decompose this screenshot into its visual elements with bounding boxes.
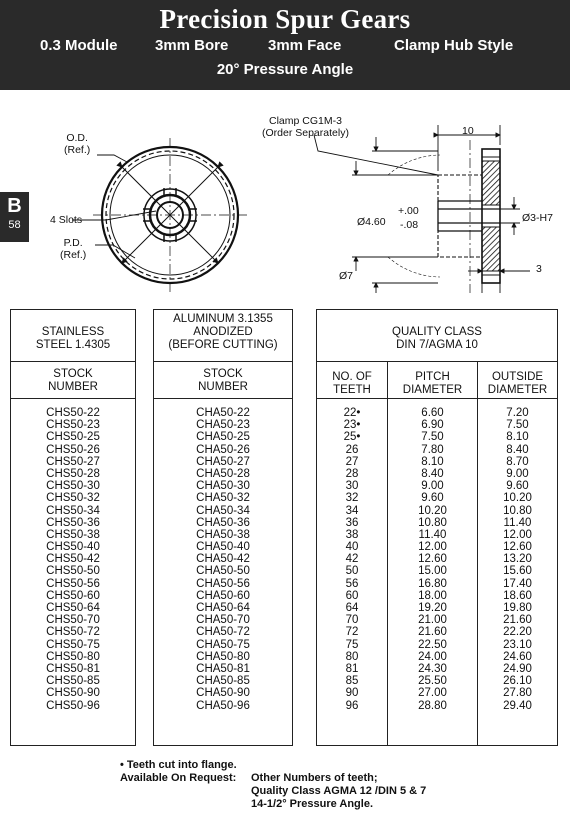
- pitch-diameter-cell: 15.00: [418, 565, 447, 578]
- stainless-stock-cell: CHS50-36: [46, 516, 100, 529]
- stainless-stock-cell: CHS50-56: [46, 577, 100, 590]
- aluminum-stock-cell: CHA50-22: [196, 407, 250, 419]
- spec-style: Clamp Hub Style: [394, 37, 514, 54]
- stainless-stock-cell: CHS50-28: [46, 467, 100, 480]
- quality-class-header: QUALITY CLASS DIN 7/AGMA 10: [392, 326, 482, 351]
- pitch-diameter-cell: 12.60: [418, 553, 447, 566]
- outside-diameter-cell: 24.90: [503, 662, 532, 675]
- aluminum-stock-cell: CHA50-27: [196, 455, 250, 468]
- divider: [11, 361, 135, 362]
- stainless-stock-cell: CHS50-23: [46, 419, 100, 432]
- pitch-diameter-cell: 12.00: [418, 541, 447, 554]
- outside-diameter-cell: 9.00: [506, 467, 529, 480]
- dim-hub-diameter: Ø4.60: [357, 216, 386, 228]
- stainless-stock-cell: CHS50-42: [46, 553, 100, 566]
- stainless-stock-cell: CHS50-34: [46, 504, 100, 517]
- available-line-3: 14-1/2° Pressure Angle.: [251, 798, 373, 810]
- outside-diameter-cell: 15.60: [503, 565, 532, 578]
- outside-diameter-cell: 8.70: [506, 455, 529, 468]
- aluminum-stock-cell: CHA50-23: [196, 419, 250, 432]
- teeth-cell: 75: [345, 638, 359, 651]
- stainless-stock-cell: CHS50-40: [46, 541, 100, 554]
- outside-diameter-cell: 7.20: [506, 407, 529, 419]
- aluminum-stock-cell: CHA50-75: [196, 638, 250, 651]
- teeth-cell: 40: [345, 541, 359, 554]
- stainless-stock-cell: CHS50-81: [46, 662, 100, 675]
- teeth-cell: 64: [345, 602, 359, 614]
- teeth-cell: 42: [345, 553, 359, 566]
- pitch-diameter-cell: 6.90: [421, 419, 444, 432]
- teeth-cell: 25•: [343, 431, 361, 444]
- stainless-stock-cell: CHS50-85: [46, 675, 100, 688]
- tolerance-plus: +.00: [398, 205, 419, 217]
- aluminum-stock-cell: CHA50-50: [196, 565, 250, 578]
- pitch-diameter-cell: 18.00: [418, 589, 447, 602]
- teeth-cell: 70: [345, 614, 359, 627]
- aluminum-stock-cell: CHA50-72: [196, 626, 250, 639]
- divider: [154, 361, 292, 362]
- slots-label: 4 Slots: [50, 214, 83, 226]
- stainless-stock-cell: CHS50-80: [46, 650, 100, 663]
- aluminum-col-header: STOCK NUMBER: [198, 368, 248, 393]
- aluminum-header: ALUMINUM 3.1355 ANODIZED (BEFORE CUTTING): [168, 313, 278, 351]
- teeth-cell: 36: [345, 516, 359, 529]
- aluminum-stock-cell: CHA50-28: [196, 467, 250, 480]
- stainless-stock-cell: CHS50-26: [46, 443, 100, 456]
- header-banner: [0, 0, 570, 90]
- stainless-stock-cell: CHS50-96: [46, 699, 100, 712]
- outside-diameter-cell: 8.40: [506, 443, 529, 456]
- aluminum-stock-cell: CHA50-32: [196, 492, 250, 505]
- pitch-diameter-cell: 7.80: [421, 443, 444, 456]
- outside-diameter-cell: 29.40: [503, 699, 532, 712]
- od-label: O.D. (Ref.): [64, 132, 91, 156]
- dimensions-table: [316, 309, 558, 746]
- spec-module: 0.3 Module: [40, 37, 118, 54]
- aluminum-stock-cell: CHA50-96: [196, 699, 250, 712]
- outside-diameter-cell: 24.60: [503, 650, 532, 663]
- pitch-diameter-cell: 24.00: [418, 650, 447, 663]
- available-line-2: Quality Class AGMA 12 /DIN 5 & 7: [251, 785, 427, 797]
- pitch-diameter-column: [388, 407, 477, 712]
- aluminum-stock-cell: CHA50-40: [196, 541, 250, 554]
- aluminum-stock-cell: CHA50-64: [196, 602, 250, 614]
- pitch-diameter-cell: 28.80: [418, 699, 447, 712]
- gear-front-view: [93, 138, 247, 292]
- outside-diameter-cell: 10.20: [503, 492, 532, 505]
- pitch-diameter-cell: 22.50: [418, 638, 447, 651]
- pitch-diameter-cell: 19.20: [418, 602, 447, 614]
- pd-label: P.D. (Ref.): [60, 237, 87, 261]
- stainless-stock-cell: CHS50-38: [46, 528, 100, 541]
- aluminum-stock-cell: CHA50-26: [196, 443, 250, 456]
- outside-diameter-cell: 21.60: [503, 614, 532, 627]
- pitch-diameter-cell: 7.50: [421, 431, 444, 444]
- outside-diameter-cell: 10.80: [503, 504, 532, 517]
- outside-diameter-cell: 7.50: [506, 419, 529, 432]
- aluminum-stock-cell: CHA50-36: [196, 516, 250, 529]
- pitch-diameter-cell: 9.00: [421, 480, 444, 493]
- outside-diameter-cell: 27.80: [503, 687, 532, 700]
- outside-diameter-cell: 17.40: [503, 577, 532, 590]
- stainless-stock-cell: CHS50-90: [46, 687, 100, 700]
- pitch-diameter-cell: 9.60: [421, 492, 444, 505]
- stainless-stock-cell: CHS50-72: [46, 626, 100, 639]
- pitch-diameter-cell: 21.00: [418, 614, 447, 627]
- stainless-col-header: STOCK NUMBER: [48, 368, 98, 393]
- available-label: Available On Request:: [120, 772, 237, 784]
- aluminum-stock-cell: CHA50-30: [196, 480, 250, 493]
- pitch-diameter-cell: 21.60: [418, 626, 447, 639]
- stainless-stock-cell: CHS50-30: [46, 480, 100, 493]
- dim-length: 10: [462, 125, 474, 137]
- teeth-cell: 30: [345, 480, 359, 493]
- dim-bore: Ø3-H7: [522, 212, 553, 224]
- stainless-stock-cell: CHS50-75: [46, 638, 100, 651]
- outside-diameter-cell: 22.20: [503, 626, 532, 639]
- pitch-diameter-cell: 10.20: [418, 504, 447, 517]
- teeth-cell: 60: [345, 589, 359, 602]
- stainless-header: STAINLESS STEEL 1.4305: [35, 326, 111, 351]
- aluminum-stock-cell: CHA50-25: [196, 431, 250, 444]
- outside-diameter-cell: 26.10: [503, 675, 532, 688]
- aluminum-stock-cell: CHA50-90: [196, 687, 250, 700]
- stainless-stock-cell: CHS50-32: [46, 492, 100, 505]
- teeth-cell: 80: [345, 650, 359, 663]
- outside-diameter-cell: 11.40: [503, 516, 532, 529]
- aluminum-stock-cell: CHA50-81: [196, 662, 250, 675]
- outside-diameter-cell: 8.10: [506, 431, 529, 444]
- divider: [317, 398, 557, 399]
- pitch-diameter-cell: 25.50: [418, 675, 447, 688]
- stainless-stock-cell: CHS50-27: [46, 455, 100, 468]
- teeth-cell: 34: [345, 504, 359, 517]
- outside-col-header: OUTSIDE DIAMETER: [487, 371, 548, 396]
- dim-face: 3: [536, 263, 542, 275]
- teeth-cell: 90: [345, 687, 359, 700]
- stainless-stock-cell: CHS50-64: [46, 602, 100, 614]
- teeth-col-header: NO. OF TEETH: [332, 371, 372, 396]
- pitch-diameter-cell: 16.80: [418, 577, 447, 590]
- teeth-cell: 81: [345, 662, 359, 675]
- pitch-diameter-cell: 8.10: [421, 455, 444, 468]
- teeth-cell: 50: [345, 565, 359, 578]
- stainless-stock-cell: CHS50-70: [46, 614, 100, 627]
- teeth-cell: 56: [345, 577, 359, 590]
- stainless-stock-cell: CHS50-50: [46, 565, 100, 578]
- section-letter: B: [7, 195, 22, 217]
- divider: [317, 361, 557, 362]
- teeth-cell: 26: [345, 443, 359, 456]
- footer-note: • Teeth cut into flange.: [120, 759, 237, 771]
- spec-bore: 3mm Bore: [155, 37, 229, 54]
- teeth-cell: 22•: [343, 407, 361, 419]
- aluminum-stock-cell: CHA50-42: [196, 553, 250, 566]
- divider: [154, 398, 292, 399]
- outside-diameter-column: [478, 407, 557, 712]
- spec-face: 3mm Face: [268, 37, 342, 54]
- teeth-column: [317, 407, 387, 712]
- outside-diameter-cell: 23.10: [503, 638, 532, 651]
- outside-diameter-cell: 19.80: [503, 602, 532, 614]
- pitch-diameter-cell: 11.40: [418, 528, 447, 541]
- aluminum-stock-cell: CHA50-34: [196, 504, 250, 517]
- aluminum-table: [153, 309, 293, 746]
- page-title: Precision Spur Gears: [159, 4, 411, 34]
- dim-hub-od: Ø7: [339, 270, 354, 282]
- outside-diameter-cell: 18.60: [503, 589, 532, 602]
- pitch-diameter-cell: 27.00: [418, 687, 447, 700]
- teeth-cell: 32: [345, 492, 359, 505]
- stainless-stock-cell: CHS50-25: [46, 431, 100, 444]
- aluminum-stock-column: [154, 407, 292, 712]
- pitch-diameter-cell: 10.80: [418, 516, 447, 529]
- aluminum-stock-cell: CHA50-85: [196, 675, 250, 688]
- tolerance-minus: -.08: [400, 219, 419, 231]
- divider: [11, 398, 135, 399]
- spec-pressure-angle: 20° Pressure Angle: [216, 61, 354, 78]
- pitch-diameter-cell: 8.40: [421, 467, 444, 480]
- pitch-diameter-cell: 6.60: [421, 407, 444, 419]
- teeth-cell: 96: [345, 699, 359, 712]
- outside-diameter-cell: 9.60: [506, 480, 529, 493]
- stainless-table: [10, 309, 136, 746]
- aluminum-stock-cell: CHA50-38: [196, 528, 250, 541]
- teeth-cell: 28: [345, 467, 359, 480]
- pitch-col-header: PITCH DIAMETER: [402, 371, 463, 396]
- stainless-stock-column: [11, 407, 135, 712]
- aluminum-stock-cell: CHA50-56: [196, 577, 250, 590]
- outside-diameter-cell: 12.00: [503, 528, 532, 541]
- pitch-diameter-cell: 24.30: [418, 662, 447, 675]
- aluminum-stock-cell: CHA50-60: [196, 589, 250, 602]
- stainless-stock-cell: CHS50-22: [46, 407, 100, 419]
- stainless-stock-cell: CHS50-60: [46, 589, 100, 602]
- teeth-cell: 38: [345, 528, 359, 541]
- outside-diameter-cell: 12.60: [503, 541, 532, 554]
- page-number: 58: [8, 219, 21, 231]
- teeth-cell: 27: [345, 455, 359, 468]
- available-line-1: Other Numbers of teeth;: [251, 772, 378, 784]
- outside-diameter-cell: 13.20: [503, 553, 532, 566]
- teeth-cell: 23•: [343, 419, 361, 432]
- teeth-cell: 72: [345, 626, 359, 639]
- aluminum-stock-cell: CHA50-80: [196, 650, 250, 663]
- aluminum-stock-cell: CHA50-70: [196, 614, 250, 627]
- clamp-label: Clamp CG1M-3 (Order Separately): [262, 115, 349, 139]
- teeth-cell: 85: [345, 675, 359, 688]
